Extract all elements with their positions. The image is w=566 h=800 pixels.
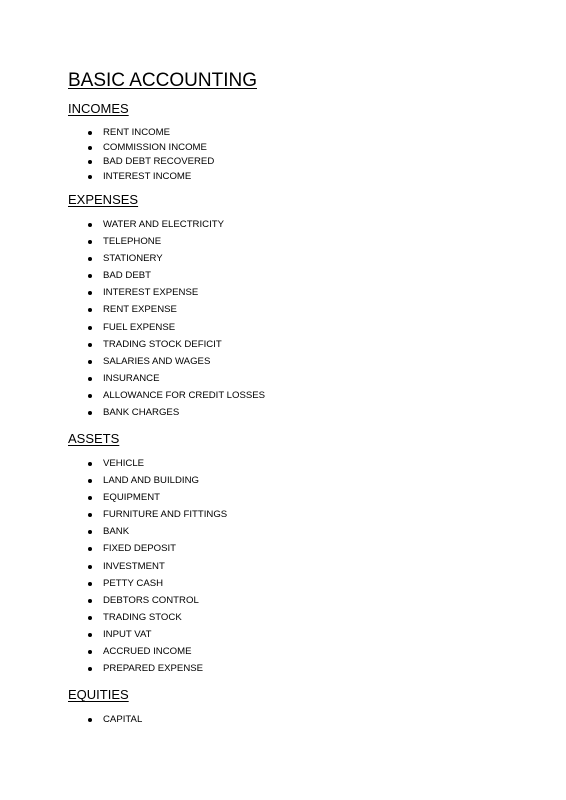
bullet-icon bbox=[88, 718, 92, 722]
bullet-icon bbox=[88, 496, 92, 500]
list-item-label: PREPARED EXPENSE bbox=[103, 663, 204, 675]
list-item-label: VEHICLE bbox=[103, 458, 145, 469]
bullet-icon bbox=[88, 633, 92, 637]
bullet-icon bbox=[88, 411, 92, 415]
heading-assets: ASSETS bbox=[68, 431, 120, 446]
list-item bbox=[0, 253, 265, 270]
bullet-icon bbox=[88, 131, 92, 135]
bullet-icon bbox=[88, 530, 92, 534]
list-item bbox=[0, 526, 227, 543]
list-item bbox=[0, 142, 214, 157]
bullet-icon bbox=[88, 308, 92, 312]
bullet-icon bbox=[88, 343, 92, 347]
heading-equities: EQUITIES bbox=[68, 687, 129, 702]
equities-list bbox=[0, 714, 142, 731]
list-item-label: TELEPHONE bbox=[103, 236, 162, 248]
bullet-icon bbox=[88, 582, 92, 586]
list-item-label: ALLOWANCE FOR CREDIT LOSSES bbox=[103, 389, 266, 401]
list-item-label: RENT INCOME bbox=[103, 127, 170, 138]
list-item-label: TRADING STOCK DEFICIT bbox=[103, 338, 222, 350]
list-item-label: BANK bbox=[103, 526, 130, 538]
list-item bbox=[0, 322, 265, 339]
list-item bbox=[0, 127, 214, 142]
list-item bbox=[0, 458, 227, 475]
bullet-icon bbox=[88, 240, 92, 244]
list-item-label: TRADING STOCK bbox=[103, 611, 182, 623]
list-item bbox=[0, 714, 142, 731]
list-item-label: LAND AND BUILDING bbox=[103, 475, 199, 487]
bullet-icon bbox=[88, 599, 92, 603]
list-item-label: STATIONERY bbox=[103, 253, 163, 265]
bullet-icon bbox=[88, 394, 92, 398]
list-item-label: FUEL EXPENSE bbox=[103, 321, 176, 333]
list-item bbox=[0, 304, 265, 321]
bullet-icon bbox=[88, 616, 92, 620]
bullet-icon bbox=[88, 160, 92, 164]
list-item-label: FIXED DEPOSIT bbox=[103, 543, 177, 555]
list-item bbox=[0, 663, 227, 680]
list-item-label: SALARIES AND WAGES bbox=[103, 355, 211, 367]
list-item bbox=[0, 543, 227, 560]
list-item bbox=[0, 578, 227, 595]
list-item bbox=[0, 236, 265, 253]
list-item bbox=[0, 219, 265, 236]
list-item-label: FURNITURE AND FITTINGS bbox=[103, 509, 228, 521]
list-item bbox=[0, 475, 227, 492]
list-item-label: WATER AND ELECTRICITY bbox=[103, 219, 224, 230]
incomes-list bbox=[0, 127, 214, 185]
list-item-label: ACCRUED INCOME bbox=[103, 646, 192, 658]
list-item-label: CAPITAL bbox=[103, 714, 143, 725]
bullet-icon bbox=[88, 462, 92, 466]
list-item bbox=[0, 561, 227, 578]
bullet-icon bbox=[88, 667, 92, 671]
heading-incomes: INCOMES bbox=[68, 101, 129, 116]
list-item-label: BANK CHARGES bbox=[103, 407, 180, 419]
bullet-icon bbox=[88, 513, 92, 517]
list-item bbox=[0, 287, 265, 304]
list-item bbox=[0, 390, 265, 407]
list-item bbox=[0, 646, 227, 663]
list-item-label: PETTY CASH bbox=[103, 577, 164, 589]
list-item bbox=[0, 356, 265, 373]
list-item bbox=[0, 407, 265, 424]
assets-list bbox=[0, 458, 227, 680]
bullet-icon bbox=[88, 274, 92, 278]
bullet-icon bbox=[88, 291, 92, 295]
list-item bbox=[0, 595, 227, 612]
bullet-icon bbox=[88, 650, 92, 654]
list-item-label: INTEREST INCOME bbox=[103, 170, 192, 182]
document-title: BASIC ACCOUNTING bbox=[68, 70, 257, 91]
list-item-label: DEBTORS CONTROL bbox=[103, 594, 199, 606]
list-item-label: EQUIPMENT bbox=[103, 492, 161, 504]
list-item-label: INVESTMENT bbox=[103, 560, 165, 572]
list-item bbox=[0, 270, 265, 287]
list-item-label: RENT EXPENSE bbox=[103, 304, 177, 316]
bullet-icon bbox=[88, 175, 92, 179]
list-item bbox=[0, 612, 227, 629]
list-item bbox=[0, 629, 227, 646]
bullet-icon bbox=[88, 360, 92, 364]
list-item bbox=[0, 156, 214, 171]
list-item bbox=[0, 492, 227, 509]
bullet-icon bbox=[88, 547, 92, 551]
bullet-icon bbox=[88, 146, 92, 150]
list-item bbox=[0, 373, 265, 390]
list-item bbox=[0, 339, 265, 356]
bullet-icon bbox=[88, 223, 92, 227]
list-item-label: INPUT VAT bbox=[103, 628, 152, 640]
bullet-icon bbox=[88, 326, 92, 330]
list-item-label: INSURANCE bbox=[103, 372, 160, 384]
expenses-list bbox=[0, 219, 265, 424]
heading-expenses: EXPENSES bbox=[68, 192, 139, 207]
list-item-label: BAD DEBT bbox=[103, 270, 151, 282]
list-item-label: INTEREST EXPENSE bbox=[103, 287, 199, 299]
list-item bbox=[0, 509, 227, 526]
list-item-label: BAD DEBT RECOVERED bbox=[103, 156, 215, 167]
list-item bbox=[0, 171, 214, 186]
bullet-icon bbox=[88, 377, 92, 381]
bullet-icon bbox=[88, 257, 92, 261]
list-item-label: COMMISSION INCOME bbox=[103, 141, 207, 153]
bullet-icon bbox=[88, 565, 92, 569]
bullet-icon bbox=[88, 479, 92, 483]
